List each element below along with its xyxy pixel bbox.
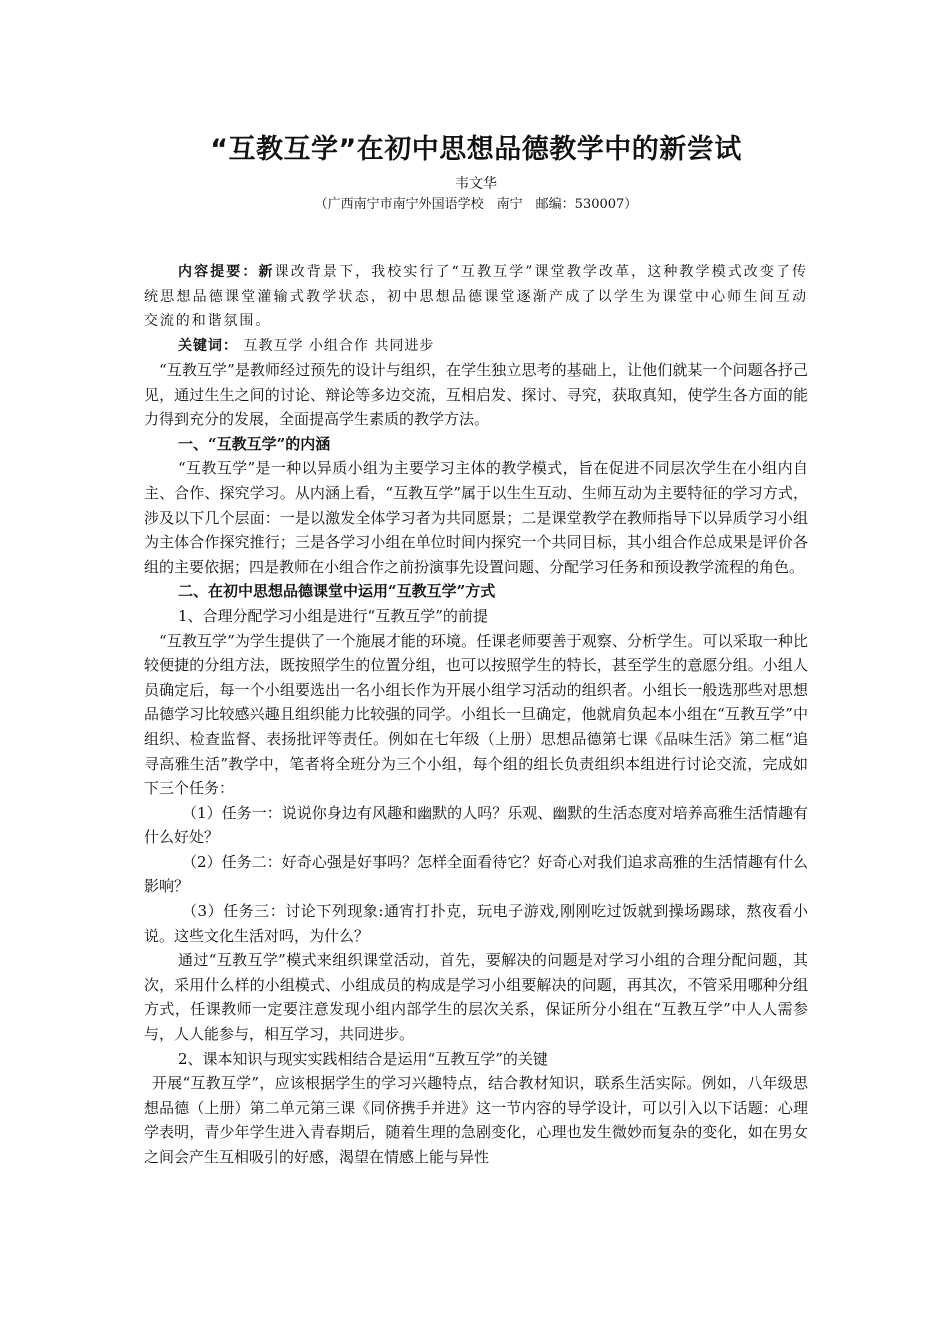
subsection-1-paragraph: “互教互学”为学生提供了一个施展才能的环境。任课老师要善于观察、分析学生。可以采取一种比较便捷的分组方法，既按照学生的位置分组，也可以按照学生的特长，甚至学生的意愿分组。小组人员确定后，每一个小组要选出一名小组长作为开展小组学习活动的组织者。小组长一般选那些对思想品德学习比较感兴趣且组织能力比较强的同学。小组长一旦确定，他就肩负起本小组在“互教互学”中组织、检查监督、表扬批评等责任。例如在七年级（上册）思想品德第七课《品味生活》第二框“追寻高雅生活”教学中，笔者将全班分为三个小组，每个组的组长负责组织本组进行讨论交流，完成如下三个任务：	[144, 631, 808, 798]
author-name: 韦文华	[455, 176, 497, 192]
section-1-paragraph: “互教互学”是一种以异质小组为主要学习主体的教学模式，旨在促进不同层次学生在小组内自主、合作、探究学习。从内涵上看，“互教互学”属于以生生互动、生师互动为主要特征的学习方式，涉及以下几个层面：一是以激发全体学习者为共同愿景；二是课堂教学在教师指导下以异质学习小组为主体合作探究推行；三是各学习小组在单位时间内探究一个共同目标，其小组合作总成果是评价各组的主要依据；四是教师在小组合作之前扮演事先设置问题、分配学习任务和预设教学流程的角色。	[144, 459, 808, 576]
abstract-text: 课改背景下，我校实行了“互教互学”课堂教学改革，这种教学模式改变了传统思想品德课堂灌输式教学状态，初中思想品德课堂逐渐产成了以学生为课堂中心师生间互动交流的和谐氛围。	[144, 264, 808, 329]
keywords-text: 互教互学 小组合作 共同进步	[238, 337, 435, 354]
abstract-label: 内容提要：新	[178, 264, 275, 280]
subsection-1-heading: 1、合理分配学习小组是进行“互教互学”的前提	[178, 606, 488, 625]
task-1: （1）任务一：说说你身边有风趣和幽默的人吗？乐观、幽默的生活态度对培养高雅生活情趣有什么好处？	[144, 803, 808, 847]
subsection-2-heading: 2、课本知识与现实实践相结合是运用“互教互学”的关键	[178, 1049, 548, 1068]
keywords-label: 关键词：	[178, 337, 238, 354]
task-2: （2）任务二：好奇心强是好事吗？怎样全面看待它？好奇心对我们追求高雅的生活情趣有什么影响？	[144, 852, 808, 896]
task-3: （3）任务三：讨论下列现象:通宵打扑克，玩电子游戏,刚刚吃过饭就到操场踢球，熬夜看小说。这些文化生活对吗，为什么？	[144, 902, 808, 945]
document-page	[144, 128, 808, 1170]
section-1-heading: 一、“互教互学”的内涵	[178, 434, 331, 453]
subsection-1-summary: 通过“互教互学”模式来组织课堂活动，首先，要解决的问题是对学习小组的合理分配问题，其次，采用什么样的小组模式、小组成员的构成是学习小组要解决的问题，再其次，不管采用哪种分组方式，任课教师一定要注意发现小组内部学生的层次关系，保证所分小组在“互教互学”中人人需参与，人人能参与，相互学习，共同进步。	[144, 951, 808, 1044]
section-2-heading: 二、在初中思想品德课堂中运用“互教互学”方式	[178, 582, 496, 601]
document-title: “互教互学”在初中思想品德教学中的新尝试	[210, 134, 742, 165]
abstract	[144, 260, 808, 334]
author-affiliation: （广西南宁市南宁外国语学校 南宁 邮编：530007）	[314, 197, 638, 212]
subsection-2-paragraph: 开展“互教互学”，应该根据学生的学习兴趣特点，结合教材知识，联系生活实际。例如，八年级思想品德（上册）第二单元第三课《同侪携手并进》这一节内容的导学设计，可以引入以下话题：心理学表明，青少年学生进入青春期后，随着生理的急剧变化，心理也发生微妙而复杂的变化，如在男女之间会产生互相吸引的好感，渴望在情感上能与异性	[144, 1074, 808, 1166]
intro-paragraph: “互教互学”是教师经过预先的设计与组织，在学生独立思考的基础上，让他们就某一个问题各抒己见，通过生生之间的讨论、辩论等多边交流，互相启发、探讨、寻究，获取真知，使学生各方面的能力得到充分的发展，全面提高学生素质的教学方法。	[144, 361, 808, 429]
keywords	[144, 334, 808, 359]
